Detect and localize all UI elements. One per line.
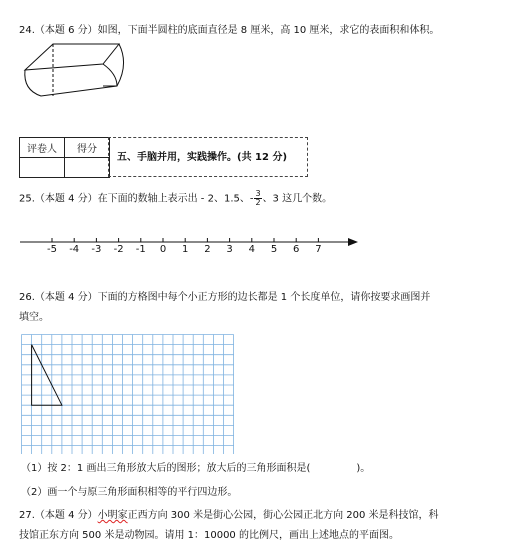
q27-underlined: 小明家	[97, 510, 128, 521]
number-line-tick-label: -2	[113, 244, 124, 255]
number-line-tick-label: -4	[69, 244, 80, 255]
section5-title: 五、手脑并用，实践操作。(共 12 分)	[108, 137, 308, 177]
fraction-denominator: 2	[255, 198, 261, 207]
number-line-tick-label: 5	[270, 244, 278, 255]
q25-prefix: 25.（本题 4 分）在下面的数轴上表示出 - 2、1.5、-	[19, 193, 254, 205]
score-table	[19, 137, 110, 178]
number-line-tick-label: -1	[135, 244, 146, 255]
q24-text: 24.（本题 6 分）如图，下面半圆柱的底面直径是 8 厘米，高 10 厘米，求它的表面积和体积。	[19, 25, 440, 36]
q26-sub1-prefix: （1）按 2：1 画出三角形放大后的图形；放大后的三角形面积是(	[21, 463, 311, 474]
q27-line1	[19, 509, 439, 523]
q26-line2: 填空。	[19, 312, 49, 323]
number-line-tick-label: 3	[226, 244, 233, 255]
q26-sub2: （2）画一个与原三角形面积相等的平行四边形。	[21, 487, 238, 498]
score-cell[interactable]	[65, 158, 110, 178]
number-line-tick-label: -5	[47, 244, 57, 255]
q26-line1: 26.（本题 4 分）下面的方格图中每个小正方形的边长都是 1 个长度单位，请你按要求画图并	[19, 292, 431, 303]
number-line-tick-label: -3	[91, 244, 102, 255]
number-line-tick-label: 4	[248, 244, 255, 255]
q25-text	[19, 190, 332, 207]
q25-suffix: 、3 这几个数。	[262, 193, 333, 205]
fraction-numerator: 3	[255, 189, 261, 198]
number-line-arrow	[348, 238, 358, 246]
number-line-tick-label: 2	[204, 244, 211, 255]
q27-line2: 技馆正东方向 500 米是动物园。请用 1：10000 的比例尺，画出上述地点的平面图。	[19, 530, 399, 541]
score-label: 得分	[65, 138, 110, 158]
reviewer-cell[interactable]	[20, 158, 65, 178]
half-cylinder-figure	[17, 42, 127, 98]
reviewer-label: 评卷人	[20, 138, 65, 158]
fraction	[254, 190, 261, 207]
number-line-tick-label: 0	[159, 244, 167, 255]
number-line-tick-label: 1	[182, 244, 189, 255]
grid-paper[interactable]	[21, 334, 234, 454]
q27-prefix: 27.（本题 4 分）	[19, 510, 98, 521]
q27-line1-rest: 正西方向 300 米是街心公园，街心公园正北方向 200 米是科技馆，科	[127, 510, 439, 521]
q26-sub1	[21, 462, 370, 476]
q26-sub1-suffix: )。	[356, 463, 371, 474]
number-line-tick-label: 7	[315, 244, 322, 255]
number-line-tick-label: 6	[293, 244, 300, 255]
